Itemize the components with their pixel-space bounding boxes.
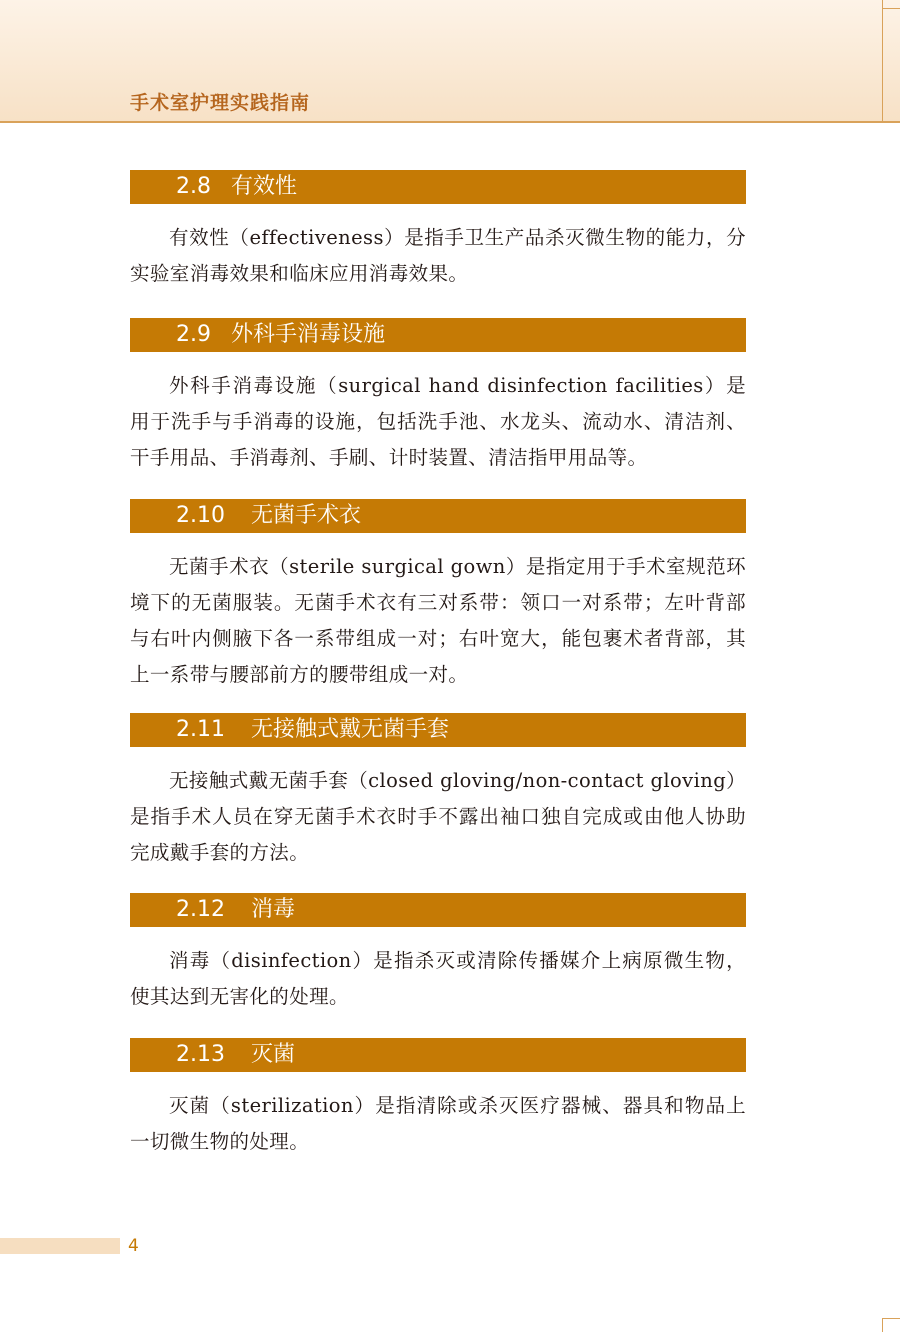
header-rule	[0, 121, 900, 123]
section-body-2-13: 灭菌（sterilization）是指清除或杀灭医疗器械、器具和物品上一切微生物的处理。	[130, 1094, 746, 1153]
section-heading-2-11	[130, 713, 746, 747]
section-title: 无接触式戴无菌手套	[250, 717, 449, 742]
section-heading-2-9	[130, 318, 746, 352]
running-header-title: 手术室护理实践指南	[130, 92, 311, 114]
section-title: 外科手消毒设施	[231, 322, 386, 347]
section-title: 消毒	[250, 897, 295, 922]
section-number: 2.13	[176, 1042, 225, 1067]
section-number: 2.10	[176, 503, 225, 528]
crop-mark-bottom	[882, 1318, 883, 1332]
section-title: 有效性	[231, 174, 298, 199]
section-number: 2.12	[176, 897, 225, 922]
section-number: 2.9	[176, 322, 211, 347]
section-heading-2-13	[130, 1038, 746, 1072]
page-number: 4	[128, 1236, 139, 1256]
section-body-2-10: 无菌手术衣（sterile surgical gown）是指定用于手术室规范环境下的无菌服装。无菌手术衣有三对系带：领口一对系带；左叶背部与右叶内侧腋下各一系带组成一对；右叶宽大，能包裹术者背部，其上一系带与腰部前方的腰带组成一对。	[130, 555, 746, 686]
section-number: 2.11	[176, 717, 225, 742]
crop-mark-bottom-horizontal	[882, 1318, 900, 1319]
section-heading-2-8	[130, 170, 746, 204]
crop-mark-top	[882, 0, 883, 122]
section-body-2-12: 消毒（disinfection）是指杀灭或清除传播媒介上病原微生物，使其达到无害化的处理。	[130, 949, 746, 1008]
crop-mark-top-horizontal	[882, 8, 900, 9]
section-title: 无菌手术衣	[250, 503, 361, 528]
section-title: 灭菌	[250, 1042, 295, 1067]
footer-bar	[0, 1238, 120, 1254]
page-content	[130, 170, 746, 1160]
section-heading-2-10	[130, 499, 746, 533]
section-body-2-8: 有效性（effectiveness）是指手卫生产品杀灭微生物的能力，分实验室消毒效果和临床应用消毒效果。	[130, 226, 746, 285]
section-body-2-9: 外科手消毒设施（surgical hand disinfection facilities）是用于洗手与手消毒的设施，包括洗手池、水龙头、流动水、清洁剂、干手用品、手消毒剂、手刷、计时装置、清洁指甲用品等。	[130, 374, 746, 469]
section-number: 2.8	[176, 174, 211, 199]
section-body-2-11: 无接触式戴无菌手套（closed gloving/non-contact gloving）是指手术人员在穿无菌手术衣时手不露出袖口独自完成或由他人协助完成戴手套的方法。	[130, 769, 746, 864]
section-heading-2-12	[130, 893, 746, 927]
